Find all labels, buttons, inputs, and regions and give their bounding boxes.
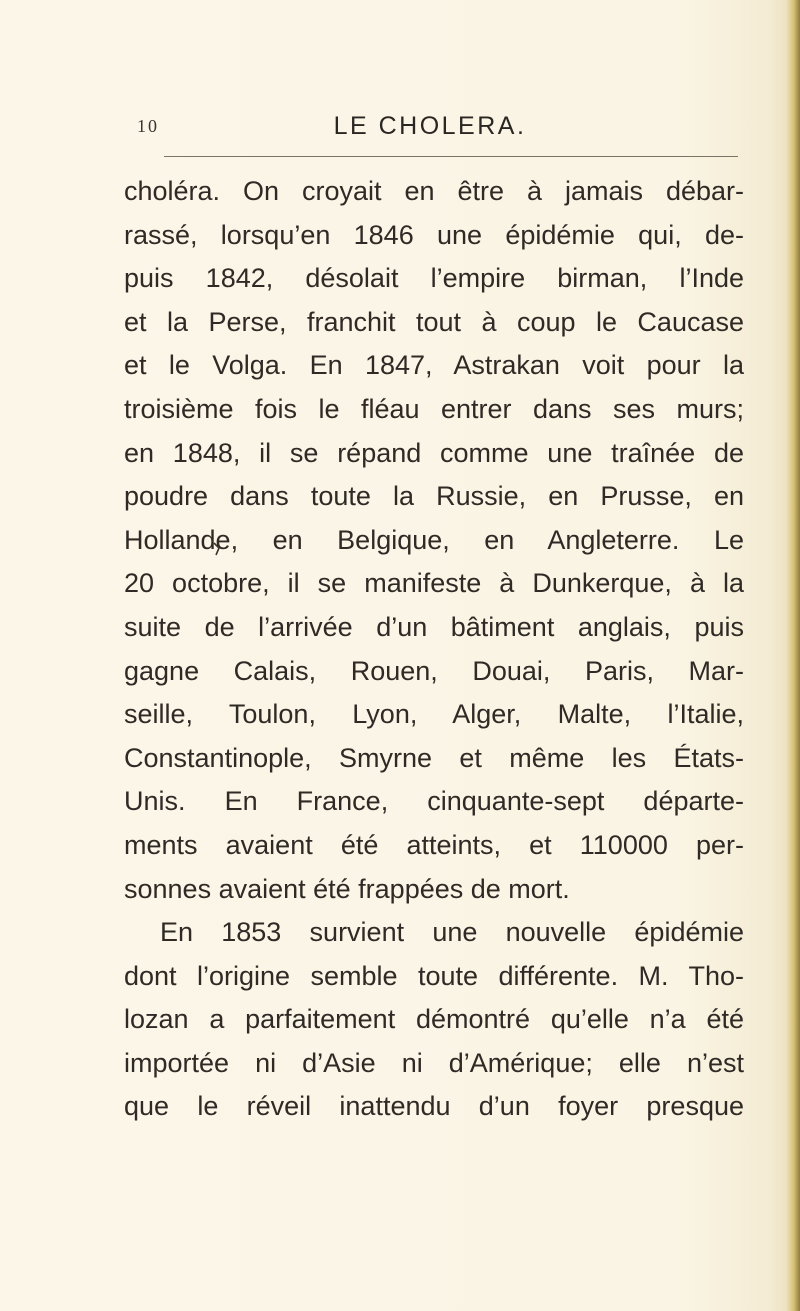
text-line: poudre dans toute la Russie, en Prusse, en	[124, 481, 744, 512]
text-line: sonnes avaient été frappées de mort.	[124, 873, 570, 904]
text-line: ments avaient été atteints, et 110000 per-	[124, 829, 744, 860]
text-line: que le réveil inattendu d’un foyer presque	[124, 1091, 744, 1122]
text-line: dont l’origine semble toute différente. M. Tho-	[124, 960, 744, 991]
text-line: Constantinople, Smyrne et même les États-	[124, 742, 744, 773]
text-line: suite de l’arrivée d’un bâtiment anglais, puis	[124, 611, 744, 642]
text-line: 20 octobre, il se manifeste à Dunkerque, à la	[124, 568, 744, 599]
header-rule	[164, 156, 738, 157]
text-line: et le Volga. En 1847, Astrakan voit pour la	[124, 350, 744, 381]
text-line: lozan a parfaitement démontré qu’elle n’a été	[124, 1004, 744, 1035]
text-line: Unis. En France, cinquante-sept départe-	[124, 786, 744, 817]
text-line: en 1848, il se répand comme une traînée de	[124, 437, 744, 468]
page-number: 10	[137, 116, 159, 136]
text-line: puis 1842, désolait l’empire birman, l’Inde	[124, 263, 744, 294]
text-line: importée ni d’Asie ni d’Amérique; elle n’est	[124, 1047, 744, 1078]
text-line: Hollande, en Belgique, en Angleterre. Le	[124, 524, 744, 555]
text-line: gagne Calais, Rouen, Douai, Paris, Mar-	[124, 655, 744, 686]
text-line: rassé, lorsqu’en 1846 une épidémie qui, de-	[124, 219, 744, 250]
page-header	[120, 112, 740, 144]
text-line: seille, Toulon, Lyon, Alger, Malte, l’Italie,	[124, 699, 744, 730]
running-title: LE CHOLERA.	[333, 112, 527, 140]
text-line: troisième fois le fléau entrer dans ses murs;	[124, 393, 744, 424]
body-text	[124, 170, 744, 1129]
page-edge	[786, 0, 800, 1311]
text-line: choléra. On croyait en être à jamais débar-	[124, 176, 744, 206]
ink-mark	[213, 542, 221, 556]
text-line: et la Perse, franchit tout à coup le Caucase	[124, 306, 744, 337]
paragraph-first-line: En 1853 survient une nouvelle épidémie	[160, 917, 744, 948]
